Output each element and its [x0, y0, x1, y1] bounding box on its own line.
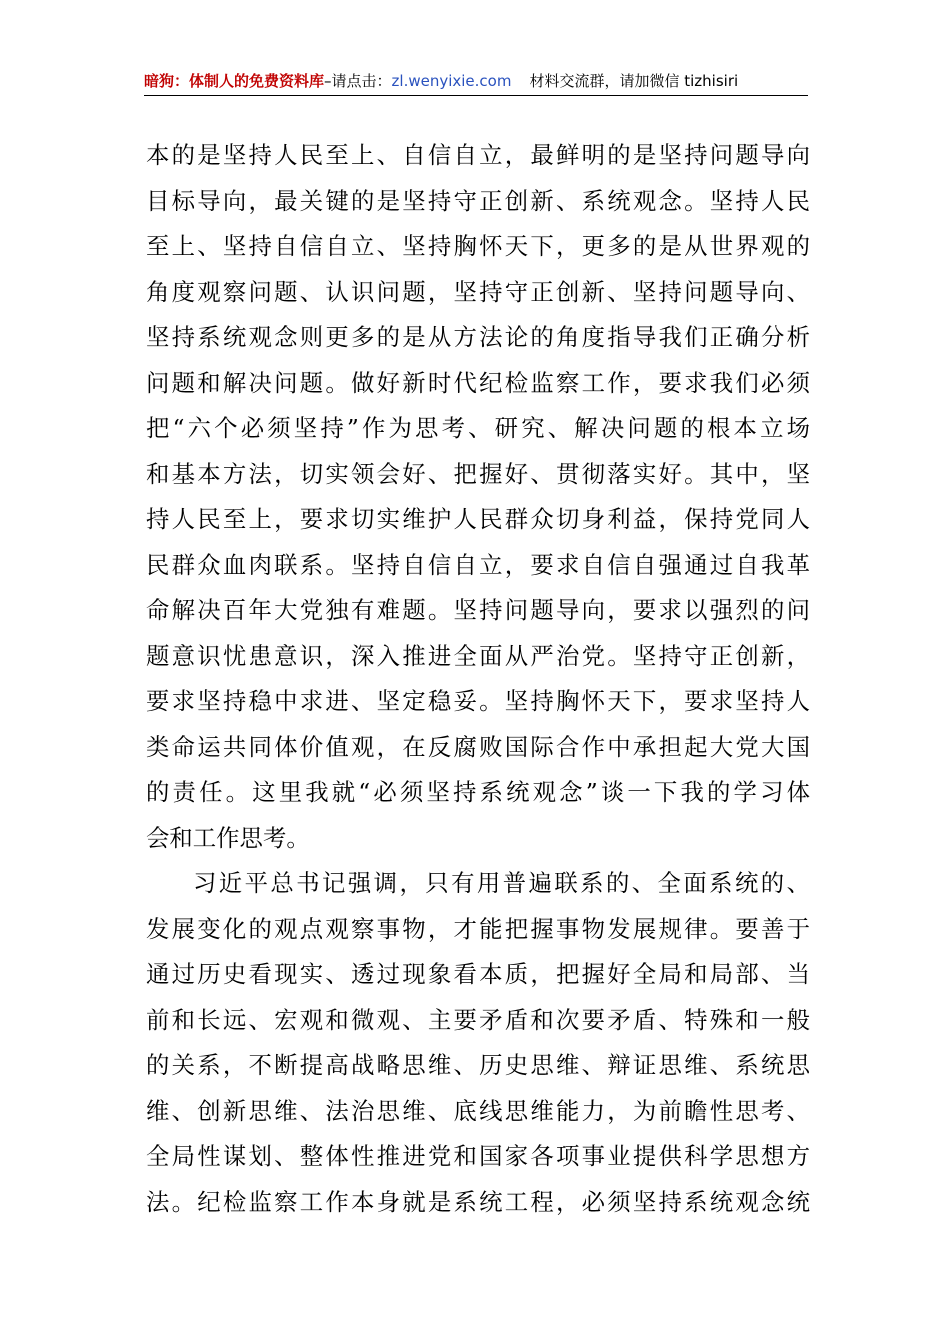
text-line: 持人民至上，要求切实维护人民群众切身利益，保持党同人 — [146, 505, 810, 533]
text-line: 和基本方法，切实领会好、把握好、贯彻落实好。其中，坚 — [146, 459, 810, 488]
text-line: 法。纪检监察工作本身就是系统工程，必须坚持系统观念统 — [146, 1187, 810, 1216]
click-prompt: –请点击： — [324, 72, 392, 90]
text-line: 类命运共同体价值观，在反腐败国际合作中承担起大党大国 — [146, 732, 810, 761]
text-line: 命解决百年大党独有难题。坚持问题导向，要求以强烈的问 — [146, 596, 810, 624]
site-url-link[interactable]: zl.wenyixie.com — [391, 72, 512, 90]
text-line: 目标导向，最关键的是坚持守正创新、系统观念。坚持人民 — [146, 186, 810, 215]
paragraph — [146, 133, 810, 861]
text-line: 的关系，不断提高战略思维、历史思维、辩证思维、系统思 — [146, 1051, 810, 1079]
wechat-group-note: 材料交流群，请加微信 tizhisiri — [529, 72, 739, 90]
site-name: 暗狗：体制人的免费资料库 — [144, 72, 325, 90]
text-line: 习近平总书记强调，只有用普遍联系的、全面系统的、 — [193, 869, 810, 897]
text-line: 会和工作思考。 — [146, 823, 310, 852]
paragraph — [146, 861, 810, 1225]
text-line: 把“六个必须坚持”作为思考、研究、解决问题的根本立场 — [146, 414, 810, 442]
text-line: 全局性谋划、整体性推进党和国家各项事业提供科学思想方 — [146, 1142, 810, 1170]
text-line: 题意识忧患意识，深入推进全面从严治党。坚持守正创新， — [146, 641, 810, 670]
document-body — [146, 133, 810, 1225]
text-line: 要求坚持稳中求进、坚定稳妥。坚持胸怀天下，要求坚持人 — [146, 687, 810, 715]
text-line: 坚持系统观念则更多的是从方法论的角度指导我们正确分析 — [146, 323, 810, 351]
text-line: 本的是坚持人民至上、自信自立，最鲜明的是坚持问题导向 — [146, 141, 810, 169]
text-line: 问题和解决问题。做好新时代纪检监察工作，要求我们必须 — [146, 368, 810, 397]
text-line: 通过历史看现实、透过现象看本质，把握好全局和局部、当 — [146, 960, 810, 988]
text-line: 维、创新思维、法治思维、底线思维能力，为前瞻性思考、 — [146, 1096, 810, 1125]
text-line: 的责任。这里我就“必须坚持系统观念”谈一下我的学习体 — [146, 778, 810, 806]
text-line: 至上、坚持自信自立、坚持胸怀天下，更多的是从世界观的 — [146, 232, 810, 260]
text-line: 角度观察问题、认识问题，坚持守正创新、坚持问题导向、 — [146, 277, 810, 306]
page-header — [144, 68, 808, 94]
text-line: 发展变化的观点观察事物，才能把握事物发展规律。要善于 — [146, 914, 810, 943]
header-divider — [144, 95, 808, 96]
text-line: 民群众血肉联系。坚持自信自立，要求自信自强通过自我革 — [146, 550, 810, 579]
text-line: 前和长远、宏观和微观、主要矛盾和次要矛盾、特殊和一般 — [146, 1005, 810, 1034]
